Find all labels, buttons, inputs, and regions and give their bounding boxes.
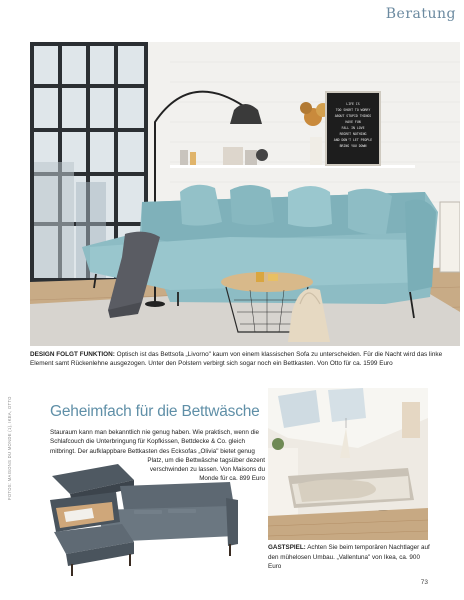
daybed-photo: [268, 388, 428, 540]
article-headline: Geheimfach für die Bettwäsche: [50, 403, 260, 420]
letterboard-line: ABOUT STUPID THINGS: [334, 114, 372, 118]
hero-caption-lead: DESIGN FOLGT FUNKTION:: [30, 351, 115, 358]
article-body-line: verschwinden zu lassen. Von Maisons du: [149, 466, 265, 474]
letterboard-line: LIFE IS: [346, 102, 360, 106]
letterboard-line: HAVE FUN: [345, 120, 361, 124]
letterboard-line: FALL IN LOVE: [341, 126, 365, 130]
letterboard-line: TOO SHORT TO WORRY: [335, 108, 371, 112]
section-label: Beratung: [385, 6, 456, 22]
side-caption-lead: GASTSPIEL:: [268, 544, 306, 551]
sofabed-photo: [30, 458, 240, 583]
article-body-text: Stauraum kann man bekanntlich nie genug haben. Wie praktisch, wenn die Schlafcouch die Unterbringung für Kopfkissen, Bettdecke & Co. gleich mitbringt. Der aufklappbare Bettkasten des Ecksofas „Olivia" bietet genug: [50, 429, 259, 455]
letterboard-line: REGRET NOTHING: [339, 132, 367, 136]
article-body-line: Monde für ca. 899 Euro: [199, 475, 265, 483]
page-number: 73: [420, 579, 428, 586]
photo-credit: FOTOS: MAISONS DU MONDE (1), IKEA, OTTO: [7, 396, 12, 500]
letterboard-line: BRING YOU DOWN: [339, 144, 367, 148]
letterboard-line: AND DON'T LET PEOPLE: [333, 138, 373, 142]
hero-caption: [30, 350, 460, 368]
article-body-line: Platz, um die Bettwäsche tagsüber dezent: [147, 456, 265, 464]
hero-photo: [30, 42, 460, 346]
side-caption: [268, 543, 433, 572]
hero-caption-text: Optisch ist das Bettsofa „Livorno" kaum von einem klassischen Sofa zu unterscheiden. Für die Nacht wird das linke Element samt Rückenlehne ausgezogen. Unter den Polstern verbirgt sich sogar noch ein Bettkasten. Von Otto für ca. 1599 Euro: [30, 351, 443, 368]
side-caption-text: Achten Sie beim temporären Nachtlager auf den mühelosen Umbau. „Vallentuna" von Ikea, ca. 900 Euro: [268, 544, 430, 570]
